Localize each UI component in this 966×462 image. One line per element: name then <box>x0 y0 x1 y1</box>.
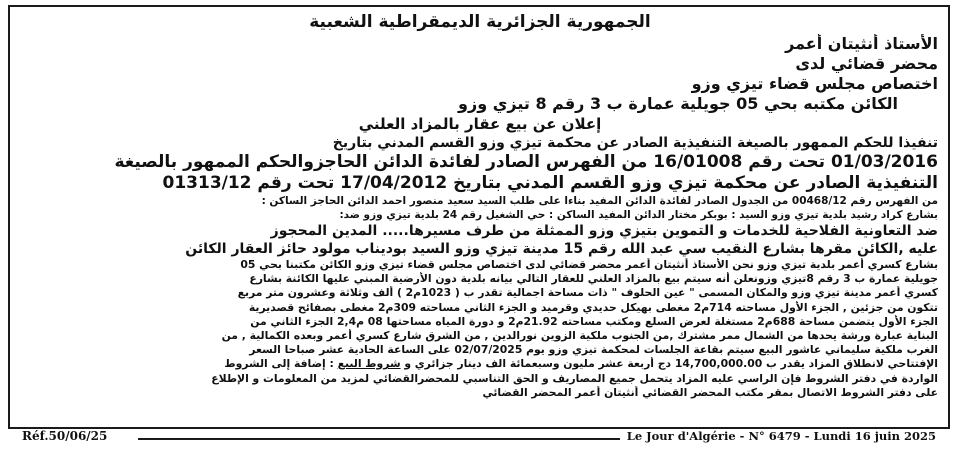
reference-number: Réf.50/06/25 <box>22 429 108 443</box>
text-line: جويلية عمارة ب 3 رقم 8تيزي وزونعلن أنه سيتم بيع بالمزاد العلني للعقار التالي بيانه بلدية دون الأرضية المبني عليها الكائنة بشارع <box>249 272 938 286</box>
text-line: من الفهرس رقم 00468/12 من الجدول الصادر لفائدة الدائن المفيد بناءا على طلب السيد سعيد منصور احمد الدائن الحاجز الساكن : <box>261 195 938 207</box>
text-line: 01/03/2016 تحت رقم 16/01008 من الفهرس الصادر لفائدة الدائن الحاجزوالحكم الممهور بالصيغة <box>114 152 938 172</box>
announcement-title: إعلان عن بيع عقار بالمزاد العلني <box>358 115 602 133</box>
text-line: تنفيذا للحكم الممهور بالصيغة التنفيذية الصادر عن محكمة تيزي وزو القسم المدني بتاريخ <box>332 135 938 151</box>
text-line: على دفتر الشروط الاتصال بمقر مكتب المحضر القضائي أنثيتان أعمر المحضر القضائي <box>482 385 938 399</box>
sale-conditions-label: شروط البيع <box>337 357 401 371</box>
footer-bar <box>8 427 950 449</box>
notary-name: الأستاذ أنثيتان أعمر <box>785 34 938 53</box>
text-line: عليه ,الكائن مقرها بشارع النقيب سي عبد الله رقم 15 مدينة تيزي وزو السيد بوديناب مولود حائز العقار الكائن <box>185 241 938 257</box>
text-line: التنفيذية الصادر عن محكمة تيزي وزو القسم المدني بتاريخ 17/04/2012 تحت رقم 01313/12 <box>162 173 938 193</box>
announcement-content <box>22 10 938 400</box>
text-line: كسري أعمر مدينة تيزي وزو والمكان المسمى " عين الحلوف " ذات مساحة اجمالية تقدر ب ( 1023م2 ) ألف وثلاثة وعشرون متر مربع <box>237 286 938 300</box>
notary-office: محضر قضائي لدى <box>795 54 938 73</box>
text-line: ضد التعاونية الفلاحية للخدمات و التموين بتيزي وزو الممثلة من طرف مسيرها..... المدين المحجوز <box>270 223 938 239</box>
text-line: بشارع كراد رشيد بلدية تيزي وزو السيد : بوبكر مختار الدائن المفيد الساكن : حي الشغيل رقم 24 بلدية تيزي وزو ضد: <box>339 209 938 221</box>
text-line: الجزء الأول يتضمن مساحة 688م2 مستغلة لعرض السلع ومكتب مساحته 21.92م2 و دورة المياه مساحتها 08 م2,4 الجزء الثاني من <box>250 314 938 328</box>
notary-address: الكائن مكتبه بحي 05 جويلية عمارة ب 3 رقم 8 تيزي وزو <box>458 94 898 113</box>
publication-info: Le Jour d'Algérie - N° 6479 - Lundi 16 juin 2025 <box>626 429 936 443</box>
text-line: بشارع كسري أعمر بلدية تيزي وزو نحن الأستاذ أنثيتان أعمر محضر قضائي لدى اختصاص مجلس قضاء تيزي وزو الكائن مكتبنا بحي 05 <box>240 258 938 271</box>
text-segment: : إضافة إلى الشروط <box>224 357 338 371</box>
notary-jurisdiction: اختصاص مجلس قضاء تيزي وزو <box>691 74 938 93</box>
republic-header: الجمهورية الجزائرية الديمقراطية الشعبية <box>309 12 651 32</box>
text-line: البناية عبارة ورشة يحدها من الشمال ممر مشترك ,من الجنوب ملكية الزوين نورالدين , من الشرق شارع كسري أعمر وبعده الكمالية , من <box>221 329 938 343</box>
text-line: الغرب ملكية سليماني عاشور البيع سيتم بقاعة الجلسات لمحكمة تيزي وزو يوم 02/07/2025 على الساعة الحادية عشر صباحا السعر <box>249 343 938 357</box>
text-segment: الإفتتاحي لانطلاق المزاد يقدر ب 14,700,000.00 دج أربعة عشر مليون وسبعمائة الف دينار جزائري و <box>400 357 938 371</box>
text-line: تتكون من جزئين , الجزء الأول مساحته 714م2 مغطى بهيكل حديدي وقرميد و الجزء الثاني مساحته 309م2 مغطى بصفائح قصديرية <box>248 300 938 314</box>
text-line: الواردة في دفتر الشروط فإن الراسي عليه المزاد يتحمل جميع المصاريف و الحق التناسبي للمحضرالقضائي لمزيد من المعلومات و الإطلاع <box>211 371 938 385</box>
text-line <box>22 357 938 371</box>
footer-rule <box>138 438 620 440</box>
